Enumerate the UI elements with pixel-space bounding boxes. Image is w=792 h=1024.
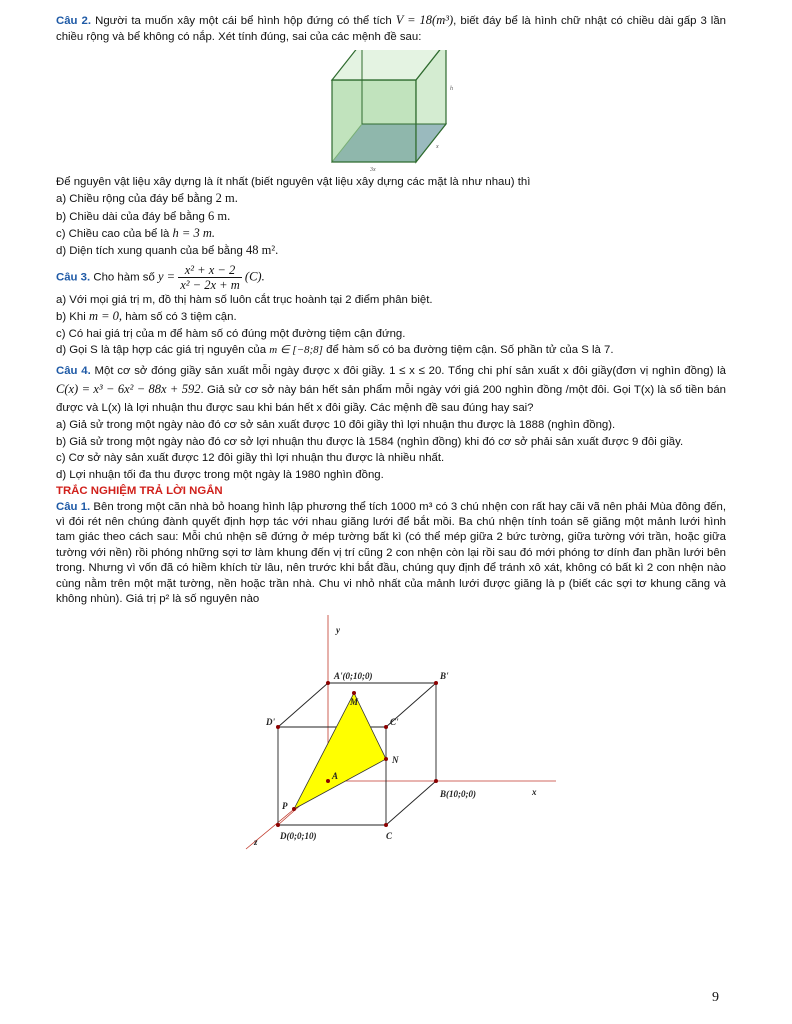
q3-a: a) Với mọi giá trị m, đồ thị hàm số luôn cắt trục hoành tại 2 điểm phân biệt.: [56, 293, 433, 306]
page-number: 9: [712, 990, 719, 1005]
q4-p1: Một cơ sở đóng giầy sản xuất mỗi ngày được x đôi giầy. 1 ≤ x ≤ 20. Tổng chi phí sản xuất x đôi giầy(đơn vị nghìn đồng) là: [94, 365, 727, 378]
q4-d: d) Lợi nhuận tối đa thu được trong một ngày là 1980 nghìn đồng.: [56, 468, 384, 481]
label-n: N: [392, 755, 399, 766]
q2-volume: V = 18(m³): [395, 13, 454, 27]
web-triangle: [294, 693, 386, 809]
q2-intro-a: Người ta muốn xây một cái bể hình hộp đứng có thể tích: [95, 15, 392, 27]
q3-intro-text: Cho hàm số: [93, 271, 155, 284]
q2-c-val: h = 3 m.: [172, 226, 215, 241]
q3-b: [56, 308, 726, 325]
q4-cost: C(x) = x³ − 6x² − 88x + 592: [56, 382, 201, 397]
q3-d-post: để hàm số có ba đường tiệm cận. Số phần tử của S là 7.: [326, 344, 614, 357]
q3-intro: [56, 263, 726, 292]
q3-d: [56, 342, 726, 358]
q3-label: Câu 3.: [56, 271, 91, 284]
q4-label: Câu 4.: [56, 365, 91, 378]
q3-b-math: m = 0,: [88, 309, 123, 324]
q3-denominator: x² − 2x + m: [180, 277, 240, 292]
cube-figure: [236, 613, 576, 863]
q4-a: a) Giả sử trong một ngày nào đó cơ sở sản xuất được 10 đôi giầy thì lợi nhuận thu được là 1888 (nghìn đồng).: [56, 419, 616, 432]
label-y: y: [336, 625, 340, 636]
label-x: x: [436, 143, 439, 150]
q2-a-val: 2 m.: [215, 191, 238, 206]
q3-numerator: x² + x − 2: [178, 263, 242, 278]
q2-prompt: Để nguyên vật liệu xây dựng là ít nhất (biết nguyên vật liệu xây dựng các mặt là như nhau) thì: [56, 175, 531, 188]
q4-p2: . Giả sử cơ sở này bán hết sản phẩm mỗi ngày với giá 200 nghìn đồng /một đôi. Gọi T(x) là số tiền bán được và L(x) là lợi nhuận thu được sau khi bán hết x đôi giầy. Các mệnh đề sau đúng hay sai?: [56, 384, 726, 415]
q3-y: y =: [157, 269, 176, 284]
q2-d-val: 48 m².: [246, 243, 279, 258]
q2-label: Câu 2.: [56, 15, 92, 27]
q4-c: c) Cơ sở này sản xuất được 12 đôi giầy thì lợi nhuận thu được là nhiều nhất.: [56, 452, 445, 465]
q3-d-pre: d) Gọi S là tập hợp các giá trị nguyên của: [56, 344, 267, 357]
q2-b-val: 6 m.: [208, 208, 231, 223]
label-c: C: [386, 831, 393, 842]
label-3x: 3x: [370, 166, 376, 172]
q2-b-text: b) Chiều dài của đáy bể bằng: [56, 210, 205, 223]
label-b1: B': [440, 671, 449, 682]
label-m: M: [350, 697, 359, 708]
tank-figure: [328, 50, 518, 172]
q1-text-block: [56, 500, 726, 608]
q2-item-a: [56, 190, 726, 207]
q1-label: Câu 1.: [56, 500, 91, 513]
label-c1: C': [390, 717, 399, 728]
label-a1: A'(0;10;0): [334, 671, 373, 682]
q2-intro: [56, 12, 726, 46]
label-h: h: [450, 85, 453, 92]
label-d: D(0;0;10): [280, 831, 317, 842]
q3-curve: (C).: [244, 269, 265, 284]
q3-b-post: hàm số có 3 tiệm cận.: [125, 311, 237, 324]
label-b: B(10;0;0): [440, 789, 476, 800]
label-z: z: [254, 837, 258, 848]
q1-text: Bên trong một căn nhà bỏ hoang hình lập phương thể tích 1000 m³ có 3 chú nhện con rất hay cãi vã nên phải Mùa đông đến, vì đói rét nên chúng đành quyết định hợp tác với nhau giăng lưới để bắt mồi. Ba chú nhện tính toán sẽ giăng một mảnh lưới hình tam giác theo cách sau: Mỗi chú nhện sẽ đứng ở mép tường bất kì (có thể mép giữa 2 bức tường, giữa tường với trần, hoặc giữa tường với nền) rồi phóng những sợi tơ làm khung đến vị trí cũng 2 con nhện còn lại rồi sau đó mới phóng tơ dính đan phần lưới bên trong. Nhưng vì vốn đã có hiềm khích từ lâu, nên trước khi bắt đầu, chúng quy định để tránh xô xát, không có bất kì 2 con nhện nào cùng nằm trên một mặt tường, nền hoặc trần nhà. Chu vi nhỏ nhất của mảnh lưới được giăng là p (biết các sợi tơ khung căng và không nhùn). Giá trị p² là số nguyên nào: [56, 500, 726, 605]
q2-item-c: [56, 225, 726, 242]
q2-d-text: d) Diện tích xung quanh của bể bằng: [56, 245, 243, 258]
q2-a-text: a) Chiều rộng của đáy bể bằng: [56, 193, 213, 206]
q2-intro-b: , biết đáy bể là hình chữ nhật có chiều dài gấp 3 lần chiều rộng và bể không có nắp. Xét tính đúng, sai của các mệnh đề sau:: [56, 15, 727, 44]
q3-d-math: m ∈ [−8;8]: [269, 344, 323, 357]
label-d1: D': [266, 717, 275, 728]
q2-item-d: [56, 242, 726, 259]
q2-c-text: c) Chiều cao của bể là: [56, 228, 170, 241]
q2-item-b: [56, 208, 726, 225]
q3-c: c) Có hai giá trị của m để hàm số có đúng một đường tiệm cận đứng.: [56, 327, 406, 340]
q3-b-pre: b) Khi: [56, 311, 86, 324]
section-title: TRẮC NGHIỆM TRẢ LỜI NGẮN: [56, 485, 223, 498]
q4-intro: [56, 362, 726, 417]
q4-b: b) Giả sử trong một ngày nào đó cơ sở lợi nhuận thu được là 1584 (nghìn đồng) khi đó cơ sở phải sản xuất được 9 đôi giầy.: [56, 435, 684, 448]
label-p: P: [282, 801, 288, 812]
q3-fraction: [178, 263, 242, 292]
document-page: [56, 12, 726, 863]
label-a: A: [332, 771, 339, 782]
label-x: x: [532, 787, 537, 798]
